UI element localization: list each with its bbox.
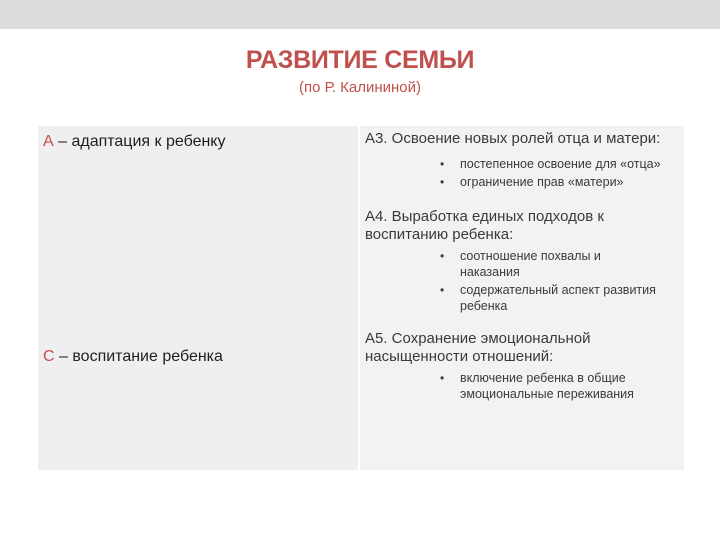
slide-subtitle — [0, 79, 720, 96]
bullet-icon: • — [440, 283, 445, 297]
slide-title-text: РАЗВИТИЕ СЕМЬИ — [245, 46, 475, 74]
item-c-text: – воспитание ребенка — [54, 348, 223, 365]
section-a3 — [360, 130, 684, 190]
left-column — [38, 126, 360, 470]
section-heading: А3. Освоение новых ролей отца и матери: — [365, 130, 661, 147]
list-item — [360, 156, 684, 172]
list-item-text: соотношение похвалы и наказания — [460, 249, 601, 279]
list-item — [360, 370, 684, 402]
content-table — [38, 126, 684, 470]
slide-title — [0, 46, 720, 75]
section-a4 — [360, 208, 684, 314]
item-a — [43, 133, 225, 151]
bullet-icon: • — [440, 175, 445, 189]
bullet-icon: • — [440, 371, 445, 385]
item-c — [43, 348, 223, 366]
list-item-text: содержательный аспект развития ребенка — [460, 283, 656, 313]
section-heading: А5. Сохранение эмоциональной насыщенности отношений: — [365, 330, 591, 365]
right-column — [360, 126, 684, 470]
list-item — [360, 248, 684, 280]
bullet-icon: • — [440, 249, 445, 263]
section-a5 — [360, 330, 684, 402]
list-item-text: постепенное освоение для «отца» — [460, 157, 661, 171]
slide-subtitle-text: (по Р. Калининой) — [298, 79, 421, 96]
bullet-icon: • — [440, 157, 445, 171]
section-heading: А4. Выработка единых подходов к воспитанию ребенка: — [365, 208, 604, 243]
list-item-text: ограничение прав «матери» — [460, 175, 624, 189]
top-band — [0, 0, 720, 29]
item-c-letter: С — [43, 348, 55, 365]
list-item — [360, 174, 684, 190]
list-item — [360, 282, 684, 314]
item-a-text: – адаптация к ребенку — [53, 133, 226, 150]
item-a-letter: А — [43, 133, 54, 150]
list-item-text: включение ребенка в общие эмоциональные переживания — [460, 371, 634, 401]
